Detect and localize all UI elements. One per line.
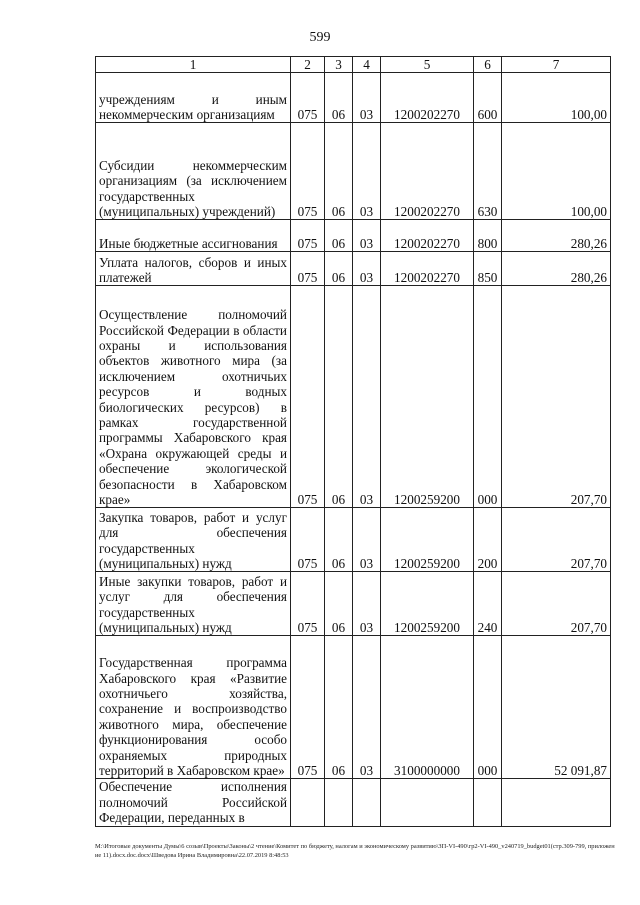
- row-expense-type: 200: [474, 508, 502, 572]
- row-amount: 207,70: [502, 286, 611, 508]
- page-number: 599: [309, 30, 331, 45]
- header-cell: 3: [325, 57, 353, 73]
- header-cell: 5: [381, 57, 474, 73]
- row-subsection: 03: [353, 123, 381, 220]
- row-expense-type: 800: [474, 220, 502, 252]
- row-name: учреждениям и иным некоммерческим организациям: [96, 73, 291, 123]
- row-subsection: 03: [353, 220, 381, 252]
- row-expense-type: 600: [474, 73, 502, 123]
- table-row: [96, 508, 611, 572]
- table-row: [96, 220, 611, 252]
- row-name: Обеспечение исполнения полномочий Российской Федерации, переданных в: [96, 779, 291, 826]
- row-name: Закупка товаров, работ и услуг для обеспечения государственных (муниципальных) нужд: [96, 508, 291, 572]
- row-target-article: 1200202270: [381, 73, 474, 123]
- row-ministry-code: 075: [291, 636, 325, 779]
- table-header-row: [96, 57, 611, 73]
- header-cell: 2: [291, 57, 325, 73]
- row-amount: 52 091,87: [502, 636, 611, 779]
- row-section: 06: [325, 220, 353, 252]
- row-target-article: 1200202270: [381, 252, 474, 286]
- table-row: [96, 286, 611, 508]
- row-ministry-code: 075: [291, 220, 325, 252]
- row-section: 06: [325, 123, 353, 220]
- row-ministry-code: 075: [291, 123, 325, 220]
- row-expense-type: 850: [474, 252, 502, 286]
- table-row: [96, 572, 611, 636]
- row-section: 06: [325, 252, 353, 286]
- row-subsection: 03: [353, 252, 381, 286]
- row-section: 06: [325, 73, 353, 123]
- row-amount: 207,70: [502, 572, 611, 636]
- row-expense-type: 630: [474, 123, 502, 220]
- row-name: Иные бюджетные ассигнования: [96, 220, 291, 252]
- row-ministry-code: 075: [291, 73, 325, 123]
- table-row: [96, 636, 611, 779]
- row-ministry-code: 075: [291, 572, 325, 636]
- row-amount: 280,26: [502, 220, 611, 252]
- row-section: 06: [325, 636, 353, 779]
- row-expense-type: 000: [474, 286, 502, 508]
- table-row: [96, 123, 611, 220]
- row-ministry-code: 075: [291, 508, 325, 572]
- table-row: [96, 73, 611, 123]
- row-amount: 100,00: [502, 123, 611, 220]
- row-name: Уплата налогов, сборов и иных платежей: [96, 252, 291, 286]
- row-target-article: [381, 779, 474, 826]
- row-section: 06: [325, 508, 353, 572]
- header-cell: 6: [474, 57, 502, 73]
- table-row: [96, 252, 611, 286]
- header-cell: 1: [96, 57, 291, 73]
- row-section: [325, 779, 353, 826]
- file-path-footer: M:\Итоговые документы Думы\6 созыв\Проекты\Законы\2 чтение\Комитет по бюджету, налогам и экономическому развитию\ЗП-VI-490\гр2-VI-490_v240719_budget01(стр.309-799, приложение 11).docx.doc.docx\Шведова Ирина Владимировна\22.07.2019 8:48:53: [95, 843, 615, 859]
- row-ministry-code: [291, 779, 325, 826]
- row-amount: 100,00: [502, 73, 611, 123]
- row-subsection: 03: [353, 636, 381, 779]
- row-target-article: 1200202270: [381, 123, 474, 220]
- row-name: Осуществление полномочий Российской Федерации в области охраны и использования объектов животного мира (за исключением охотничьих ресурсов и водных биологических ресурсов) в рамках государственной программы Хабаровского края «Охрана окружающей среды и обеспечение экологической безопасности в Хабаровском крае»: [96, 286, 291, 508]
- row-target-article: 3100000000: [381, 636, 474, 779]
- row-target-article: 1200259200: [381, 508, 474, 572]
- row-amount: 207,70: [502, 508, 611, 572]
- row-target-article: 1200202270: [381, 220, 474, 252]
- row-target-article: 1200259200: [381, 572, 474, 636]
- row-amount: 280,26: [502, 252, 611, 286]
- header-cell: 7: [502, 57, 611, 73]
- budget-table: [95, 56, 611, 827]
- row-ministry-code: 075: [291, 252, 325, 286]
- row-amount: [502, 779, 611, 826]
- row-expense-type: 000: [474, 636, 502, 779]
- row-subsection: 03: [353, 572, 381, 636]
- row-subsection: 03: [353, 286, 381, 508]
- row-section: 06: [325, 572, 353, 636]
- row-section: 06: [325, 286, 353, 508]
- row-ministry-code: 075: [291, 286, 325, 508]
- row-expense-type: [474, 779, 502, 826]
- row-name: Иные закупки товаров, работ и услуг для обеспечения государственных (муниципальных) нужд: [96, 572, 291, 636]
- row-subsection: 03: [353, 508, 381, 572]
- row-subsection: 03: [353, 73, 381, 123]
- table-row: [96, 779, 611, 826]
- row-name: Государственная программа Хабаровского края «Развитие охотничьего хозяйства, сохранение и воспроизводство животного мира, обеспечение функционирования особо охраняемых природных территорий в Хабаровском крае»: [96, 636, 291, 779]
- row-name: Субсидии некоммерческим организациям (за исключением государственных (муниципальных) учреждений): [96, 123, 291, 220]
- row-subsection: [353, 779, 381, 826]
- row-target-article: 1200259200: [381, 286, 474, 508]
- row-expense-type: 240: [474, 572, 502, 636]
- header-cell: 4: [353, 57, 381, 73]
